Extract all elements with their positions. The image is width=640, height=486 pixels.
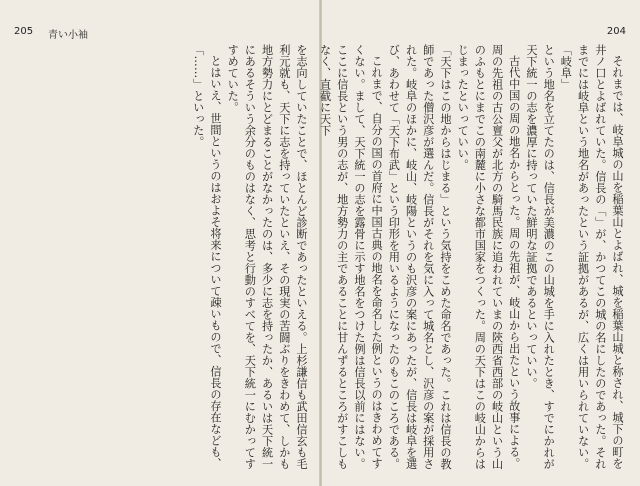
right-page-number: 204 bbox=[606, 26, 626, 37]
left-page-number: 205 bbox=[14, 26, 34, 37]
right-page-body bbox=[318, 44, 626, 476]
running-head: 青い小袖 bbox=[48, 30, 88, 41]
right-paragraph-4: 古代中国の周の地名からとった。周の先祖が、岐山から出たという故事による。周の先祖の古公亶父が北方の騎馬民族に追われていまの陝西省西部の岐山という山のふもとにまでこの南麓に小さな都市国家をつくった。周の天下はこの岐山からはじまったといっていい。 bbox=[456, 44, 521, 470]
left-paragraph-1: を志向していたことで、ほとんど診断であったといえる。上杉謙信も武田信玄も毛利元就も、天下に志を持っていたといえ、その現実の苦闘ぶりをきわめて、しかも地方勢力にとどまることがなかったのは、多少に志を持ったか、あるいは天下統一にあるそういう余分のものはなく、思考と行動のすべてを、天下統一にむかってすすめていた。 bbox=[226, 44, 308, 470]
right-paragraph-5: 「天下はこの地からはじまる」という気持をこめた命名であった。これは信長の教師であった僧沢彦が選んだ。信長がそれを気に入って城名とし、沢彦の案が採用された。岐阜のほかに、岐山、岐陽というのも沢彦の案にあったが、信長は岐阜を選び、あわせて「天下布武」という印形を用いるようになったのもこのころである。 bbox=[387, 44, 452, 470]
right-paragraph-3: という地名を立てたのは、信長が美濃のこの山城を手に入れたとき、すでにかれが天下統一の志を濃厚に持っていた鮮明な証拠であるといっていい。 bbox=[524, 44, 556, 470]
right-paragraph-1: それまでは、岐阜城の山を稲葉山とよばれ、城を稲葉山城と称され、城下の町を井ノ口とよばれていた。信長の「」が、かつてこの城の名にしたのであった。それまでには岐阜という地名があったという証拠があるが、広くは用いられていない。 bbox=[576, 44, 624, 470]
right-paragraph-2: 「岐阜」 bbox=[559, 44, 573, 90]
left-paragraph-2: とはいえ、世間というのはおよそ将来について疎いもので、信長の存在なども、「……」といった。 bbox=[191, 44, 222, 470]
right-paragraph-6: これまで、自分の国の首府に中国古典の地名を命名した例というのはきわめてすくない。まして、天下統一の志を露骨に示す地名をつけた例は信長以前にはない。ここに信長という男の志が、地方勢力の主であることに甘んずるところがすこしもなく、直截に天下 bbox=[318, 44, 384, 470]
left-page bbox=[0, 0, 319, 486]
right-page bbox=[318, 0, 640, 486]
left-page-body bbox=[10, 44, 310, 476]
